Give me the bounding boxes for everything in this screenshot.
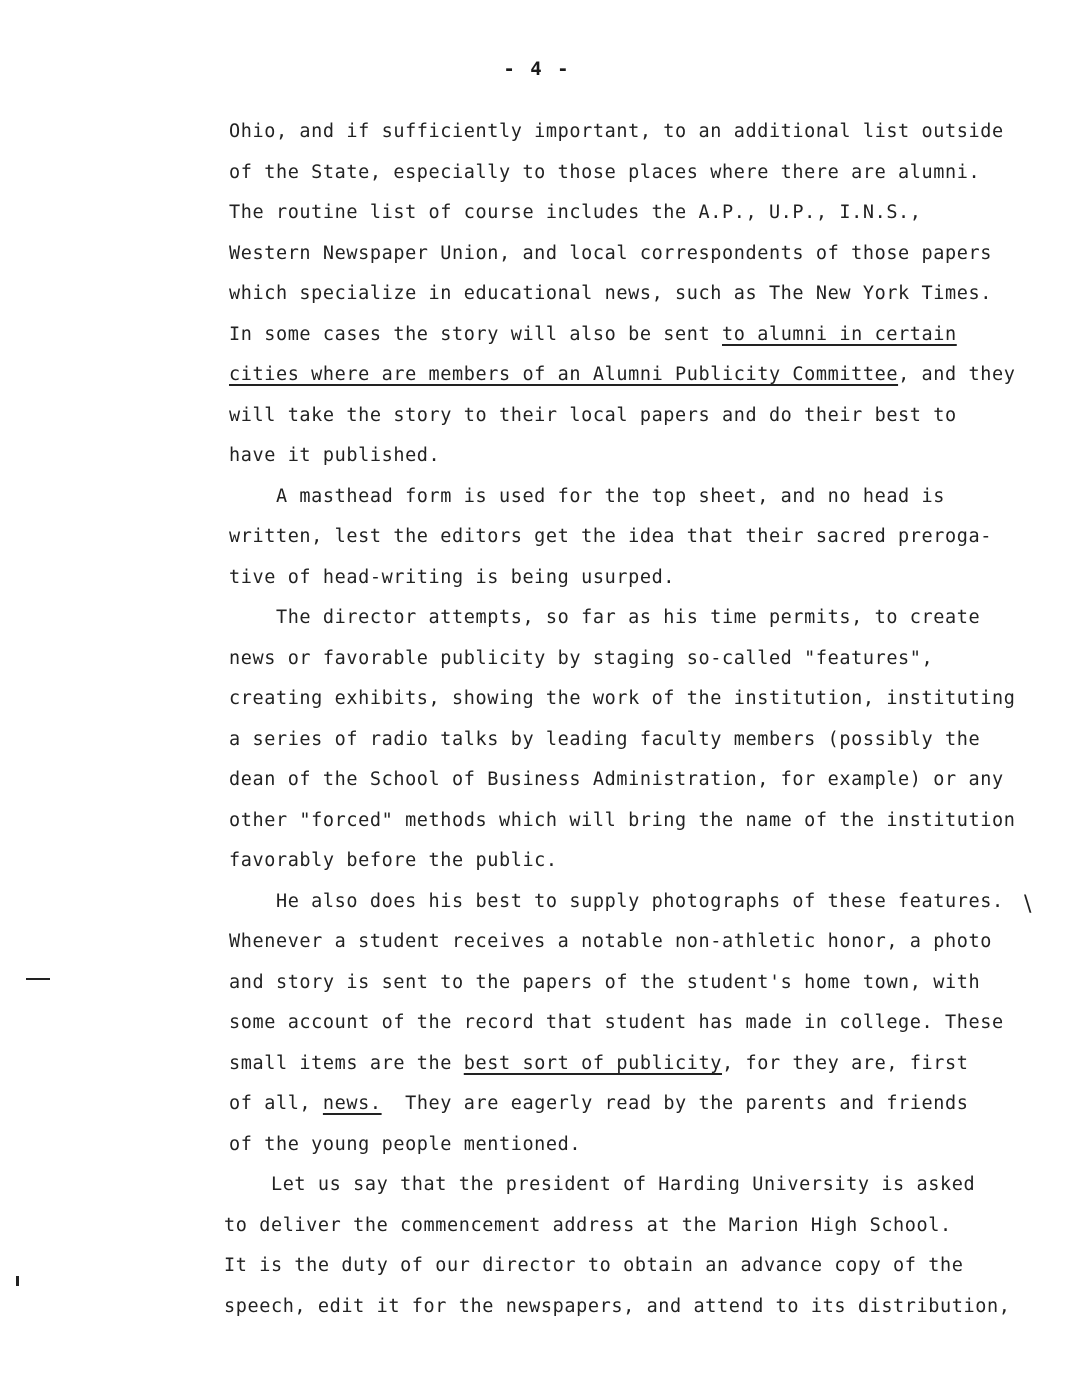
line-text: small items are the	[229, 1052, 464, 1074]
document-line	[229, 1093, 969, 1115]
document-line	[229, 648, 933, 670]
line-text: dean of the School of Business Administration, for example) or any	[229, 769, 1004, 790]
document-line	[229, 364, 1015, 386]
underlined-text: best sort of publicity	[463, 1052, 723, 1074]
document-line	[229, 526, 992, 548]
document-line	[229, 931, 992, 953]
margin-dash-mark	[26, 978, 50, 980]
document-line	[229, 202, 922, 224]
line-text: some account of the record that student has made in college. These	[229, 1012, 1004, 1033]
document-line	[229, 607, 980, 629]
line-text: Western Newspaper Union, and local correspondents of those papers	[229, 242, 992, 264]
page-number: - 4 -	[503, 58, 571, 80]
document-line	[229, 162, 980, 184]
document-line	[229, 243, 992, 265]
line-text: news or favorable publicity by staging so-called "features",	[229, 647, 934, 669]
line-text: speech, edit it for the newspapers, and attend to its distribution,	[224, 1295, 1011, 1317]
line-text: , for they are, first	[722, 1052, 969, 1074]
document-line	[229, 1053, 969, 1075]
line-text: to deliver the commencement address at the Marion High School.	[224, 1214, 952, 1236]
line-text: They are eagerly read by the parents and friends	[381, 1093, 969, 1114]
line-text: A masthead form is used for the top sheet, and no head is	[229, 485, 946, 507]
document-line	[229, 729, 980, 751]
document-line	[224, 1296, 1010, 1318]
line-text: which specialize in educational news, such as The New York Times.	[229, 283, 992, 304]
underlined-text: news.	[322, 1093, 382, 1114]
document-line	[229, 972, 980, 994]
line-text: a series of radio talks by leading faculty members (possibly the	[229, 728, 981, 750]
line-text: have it published.	[229, 445, 441, 466]
document-line	[224, 1255, 964, 1277]
line-text: Whenever a student receives a notable non-athletic honor, a photo	[229, 931, 992, 952]
line-text: It is the duty of our director to obtain an advance copy of the	[224, 1255, 964, 1276]
document-line	[224, 1174, 975, 1196]
line-text: of the young people mentioned.	[229, 1133, 582, 1155]
document-line	[229, 486, 945, 508]
line-text: , and they	[898, 364, 1016, 385]
document-line	[229, 324, 957, 346]
underlined-text: to alumni in certain	[722, 323, 957, 345]
document-line	[229, 567, 675, 589]
line-text: In some cases the story will also be sent	[229, 323, 722, 345]
document-line	[224, 1215, 952, 1237]
line-text: Ohio, and if sufficiently important, to an additional list outside	[229, 121, 1004, 142]
line-text: favorably before the public.	[229, 850, 558, 871]
line-text: and story is sent to the papers of the student's home town, with	[229, 971, 981, 993]
line-text: of the State, especially to those places where there are alumni.	[229, 161, 981, 183]
document-line	[229, 688, 1015, 710]
document-line	[229, 283, 992, 305]
document-line	[229, 1012, 1004, 1034]
margin-dot-mark	[16, 1276, 19, 1286]
document-line	[229, 891, 1004, 913]
underlined-text: cities where are members of an Alumni Publicity Committee	[229, 364, 899, 385]
document-line	[229, 405, 957, 427]
document-line	[229, 445, 440, 467]
line-text: tive of head-writing is being usurped.	[229, 566, 676, 588]
line-text: of all,	[229, 1093, 323, 1114]
line-text: other "forced" methods which will bring the name of the institution	[229, 809, 1016, 831]
document-line	[229, 1134, 581, 1156]
line-text: will take the story to their local papers and do their best to	[229, 404, 957, 426]
document-line	[229, 810, 1015, 832]
line-text: Let us say that the president of Harding University is asked	[224, 1174, 976, 1195]
line-text: The director attempts, so far as his time permits, to create	[229, 607, 981, 628]
insertion-caret-mark: \	[1024, 892, 1032, 917]
line-text: He also does his best to supply photographs of these features.	[229, 890, 1004, 912]
document-line	[229, 121, 1004, 143]
line-text: written, lest the editors get the idea that their sacred preroga-	[229, 526, 992, 547]
document-line	[229, 850, 558, 872]
line-text: The routine list of course includes the A.P., U.P., I.N.S.,	[229, 202, 922, 223]
document-line	[229, 769, 1004, 791]
line-text: creating exhibits, showing the work of the institution, instituting	[229, 688, 1016, 709]
